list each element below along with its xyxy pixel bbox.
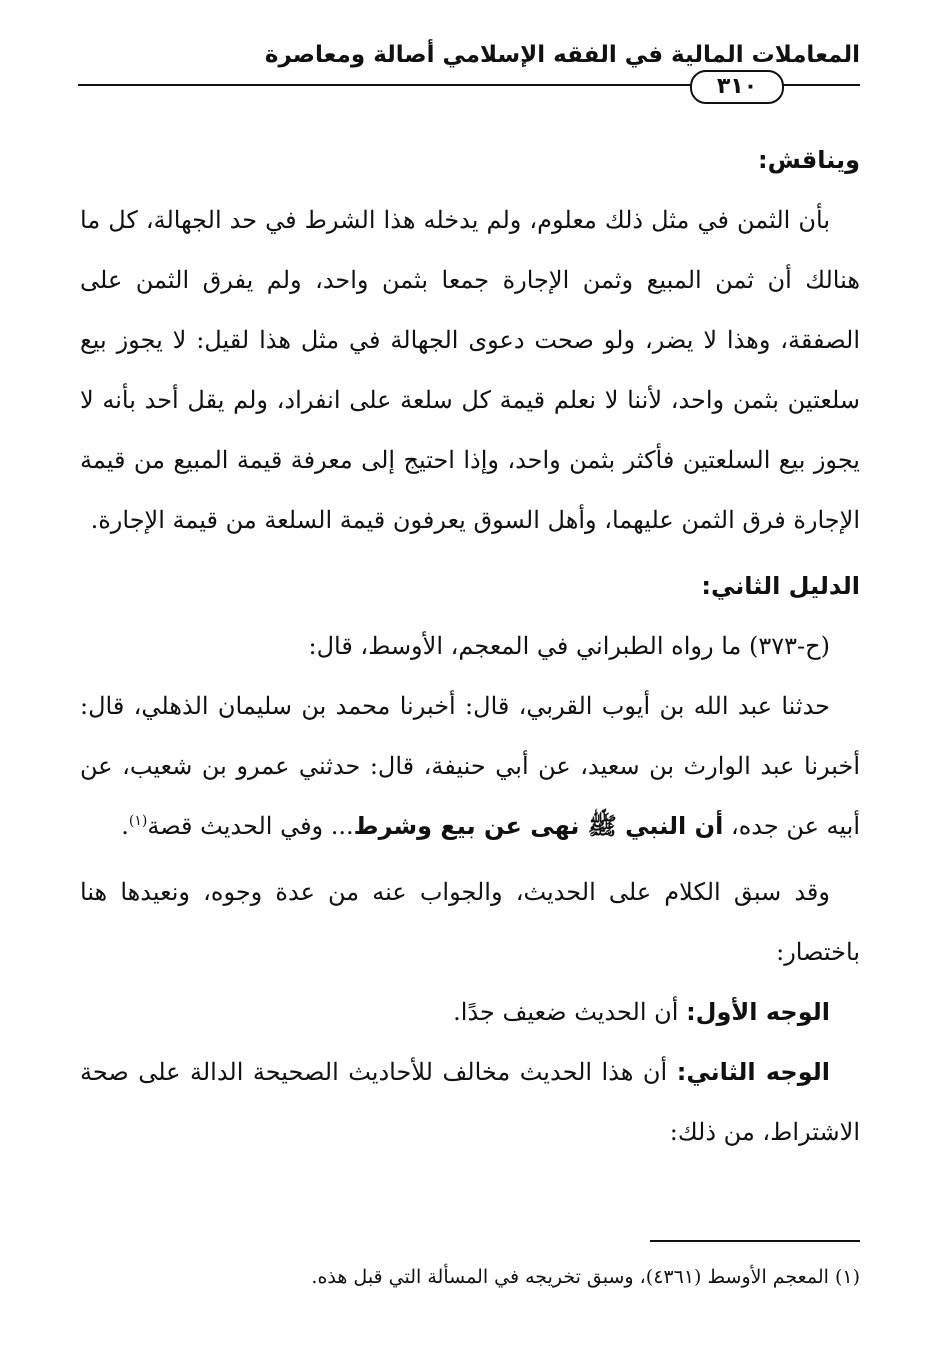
second-aspect (80, 1042, 860, 1162)
hadith-continuation: ... وفي الحديث قصة (147, 812, 354, 840)
second-evidence-heading: الدليل الثاني: (701, 572, 860, 600)
hadith-chain: حدثنا عبد الله بن أيوب القربي، قال: أخبرنا محمد بن سليمان الذهلي، قال: أخبرنا عبد الوارث بن سعيد، عن أبي حنيفة، قال: حدثني عمرو بن شعيب، عن أبيه عن جده، (80, 692, 860, 840)
first-aspect-label: الوجه الأول: (686, 998, 830, 1026)
second-aspect-text: أن هذا الحديث مخالف للأحاديث الصحيحة الدالة على صحة الاشتراط، من ذلك: (80, 1058, 860, 1146)
second-aspect-label: الوجه الثاني: (676, 1058, 830, 1086)
response-paragraph: وقد سبق الكلام على الحديث، والجواب عنه من عدة وجوه، ونعيدها هنا باختصار: (80, 878, 860, 966)
footnote-text: المعجم الأوسط (٤٣٦١)، وسبق تخريجه في المسألة التي قبل هذه. (311, 1266, 835, 1288)
hadith-intro: (ح-٣٧٣) ما رواه الطبراني في المعجم، الأوسط، قال: (308, 632, 830, 660)
first-aspect (80, 982, 860, 1042)
discussion-heading: ويناقش: (758, 146, 860, 174)
hadith-text (80, 676, 860, 856)
main-text (80, 130, 860, 1162)
hadith-end: . (121, 812, 129, 840)
running-title: المعاملات المالية في الفقه الإسلامي أصالة ومعاصرة (264, 42, 860, 68)
footnote-1 (80, 1262, 860, 1292)
footnote-number: (١) (834, 1266, 860, 1288)
footnote-marker[interactable]: (١) (128, 813, 148, 829)
hadith-matn: أن النبي ﷺ نهى عن بيع وشرط (353, 812, 724, 840)
page-number: ٣١٠ (690, 70, 784, 104)
discussion-paragraph: بأن الثمن في مثل ذلك معلوم، ولم يدخله هذا الشرط في حد الجهالة، كل ما هنالك أن ثمن المبيع وثمن الإجارة جمعا بثمن واحد، ولم يفرق الثمن على الصفقة، وهذا لا يضر، ولو صحت دعوى الجهالة في مثل هذا لقيل: لا يجوز بيع سلعتين بثمن واحد، لأننا لا نعلم قيمة كل سلعة على انفراد، ولم يقل أحد بأنه لا يجوز بيع السلعتين فأكثر بثمن واحد، وإذا احتيج إلى معرفة قيمة المبيع من قيمة الإجارة فرق الثمن عليهما، وأهل السوق يعرفون قيمة السلعة من قيمة الإجارة. (80, 206, 860, 534)
footnote-rule (650, 1240, 860, 1242)
first-aspect-text: أن الحديث ضعيف جدًا. (453, 998, 687, 1026)
